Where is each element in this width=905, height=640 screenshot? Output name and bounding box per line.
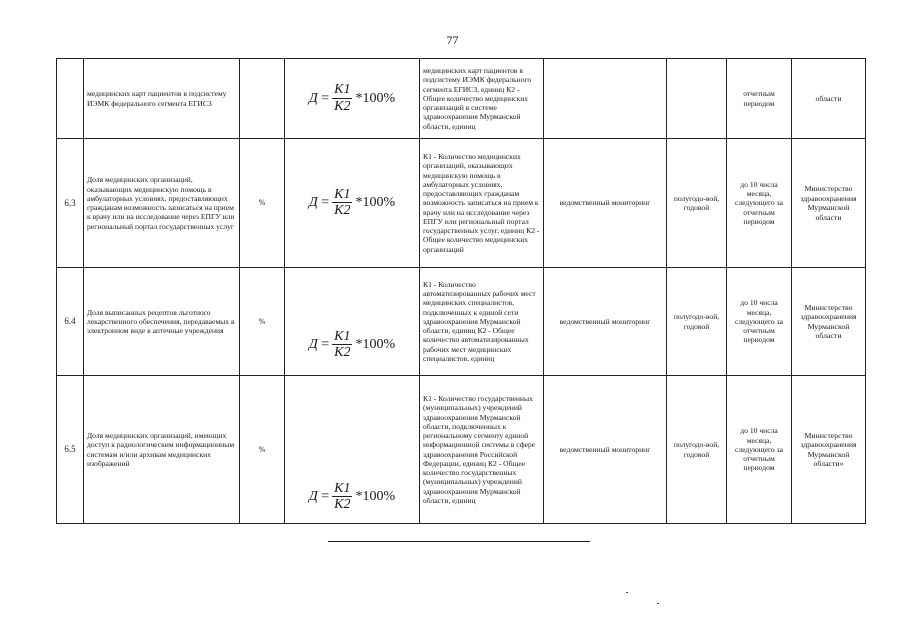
formula-eq: = <box>321 195 330 211</box>
scan-speck <box>657 603 659 604</box>
formula-eq: = <box>321 337 330 353</box>
periodicity <box>667 59 727 139</box>
calculation-params: К1 - Количество государственных (муниципальных) учреждений здравоохранения Мурманской области, подключенных к региональному сегменту единой информационной системы в сфере здравоохранения Российской Федерации, единиц К2 - Общее количество государственных (муниципальных) учреждений здравоохранения Мурманской области, единиц <box>420 376 544 524</box>
formula <box>309 82 395 114</box>
row-number: 6.3 <box>57 139 84 268</box>
periodicity: полугодо-вой, годовой <box>667 139 727 268</box>
responsible: области <box>792 59 866 139</box>
table-row <box>57 268 866 376</box>
formula-eq: = <box>321 489 330 505</box>
unit-cell: % <box>240 268 285 376</box>
formula-eq: = <box>321 90 330 106</box>
calculation-params: К1 - Количество медицинских организаций, оказывающих медицинскую помощь в амбулаторных условиях, предоставляющих гражданам возможность записаться на прием к врачу или на исследование через ЕПГУ или региональный портал государственных услуг, единиц К2 - Общее количество медицинских организаций <box>420 139 544 268</box>
indicator-name: Доля медицинских организаций, имеющих доступ к радиологическим информационным системам и/или архивам медицинских изображений <box>84 376 240 524</box>
formula-cell <box>285 139 420 268</box>
table-row <box>57 59 866 139</box>
periodicity: полугодо-вой, годовой <box>667 268 727 376</box>
row-number: 6.5 <box>57 376 84 524</box>
formula-numerator: К1 <box>334 82 351 98</box>
table-row <box>57 376 866 524</box>
formula-lhs: Д <box>308 195 318 211</box>
table-row <box>57 139 866 268</box>
formula-cell <box>285 376 420 524</box>
row-number: 6.4 <box>57 268 84 376</box>
scan-speck <box>626 592 628 593</box>
calculation-params: медицинских карт пациентов в подсистему ИЭМК федерального сегмента ЕГИСЗ, единиц К2 - Общее количество медицинских организаций в системе здравоохранения Мурманской области, единиц <box>420 59 544 139</box>
calculation-params: К1 - Количество автоматизированных рабочих мест медицинских специалистов, подключенных к единой сети здравоохранения Мурманской области, единиц К2 - Общее количество автоматизированных рабочих мест медицинских специалистов, единиц <box>420 268 544 376</box>
deadline: до 10 числа месяца, следующего за отчетным периодом <box>727 139 792 268</box>
formula-lhs: Д <box>308 90 318 106</box>
formula-lhs: Д <box>308 337 318 353</box>
formula-cell <box>285 59 420 139</box>
row-number <box>57 59 84 139</box>
unit-cell: % <box>240 376 285 524</box>
deadline: отчетным периодом <box>727 59 792 139</box>
formula-cell <box>285 268 420 376</box>
indicator-name: Доля выписанных рецептов льготного лекарственного обеспечения, передаваемых в электронном виде в аптечные учреждения <box>84 268 240 376</box>
indicator-name: медицинских карт пациентов в подсистему ИЭМК федерального сегмента ЕГИСЗ <box>84 59 240 139</box>
separator-line <box>328 541 590 542</box>
data-source: ведомственный мониторинг <box>544 268 667 376</box>
unit-cell <box>240 59 285 139</box>
formula-numerator: К1 <box>334 480 351 496</box>
responsible: Министерство здравоохранения Мурманской области <box>792 139 866 268</box>
formula-numerator: К1 <box>334 186 351 202</box>
responsible: Министерство здравоохранения Мурманской области <box>792 268 866 376</box>
formula-fraction <box>332 329 352 361</box>
formula-numerator: К1 <box>334 328 351 344</box>
formula-suffix: *100% <box>355 195 396 211</box>
formula-fraction <box>332 187 352 219</box>
formula <box>309 329 395 361</box>
deadline: до 10 числа месяца, следующего за отчетным периодом <box>727 376 792 524</box>
data-source <box>544 59 667 139</box>
formula <box>309 187 395 219</box>
data-source: ведомственный мониторинг <box>544 376 667 524</box>
periodicity: полугодо-вой, годовой <box>667 376 727 524</box>
formula-suffix: *100% <box>355 90 396 106</box>
deadline: до 10 числа месяца, следующего за отчетным периодом <box>727 268 792 376</box>
formula <box>309 481 395 513</box>
formula-denominator: К2 <box>334 344 351 360</box>
data-source: ведомственный мониторинг <box>544 139 667 268</box>
formula-suffix: *100% <box>355 489 396 505</box>
formula-denominator: К2 <box>334 98 351 114</box>
page-number: 77 <box>446 33 459 47</box>
unit-cell: % <box>240 139 285 268</box>
formula-fraction <box>332 82 352 114</box>
indicators-table <box>56 58 866 524</box>
formula-fraction <box>332 481 352 513</box>
indicator-name: Доля медицинских организаций, оказывающих медицинскую помощь в амбулаторных условиях, предоставляющих гражданам возможность записаться на прием к врачу или на исследование через ЕПГУ или региональный портал государственных услуг <box>84 139 240 268</box>
responsible: Министерство здравоохранения Мурманской области» <box>792 376 866 524</box>
formula-denominator: К2 <box>334 496 351 512</box>
formula-lhs: Д <box>308 489 318 505</box>
formula-suffix: *100% <box>355 337 396 353</box>
formula-denominator: К2 <box>334 203 351 219</box>
